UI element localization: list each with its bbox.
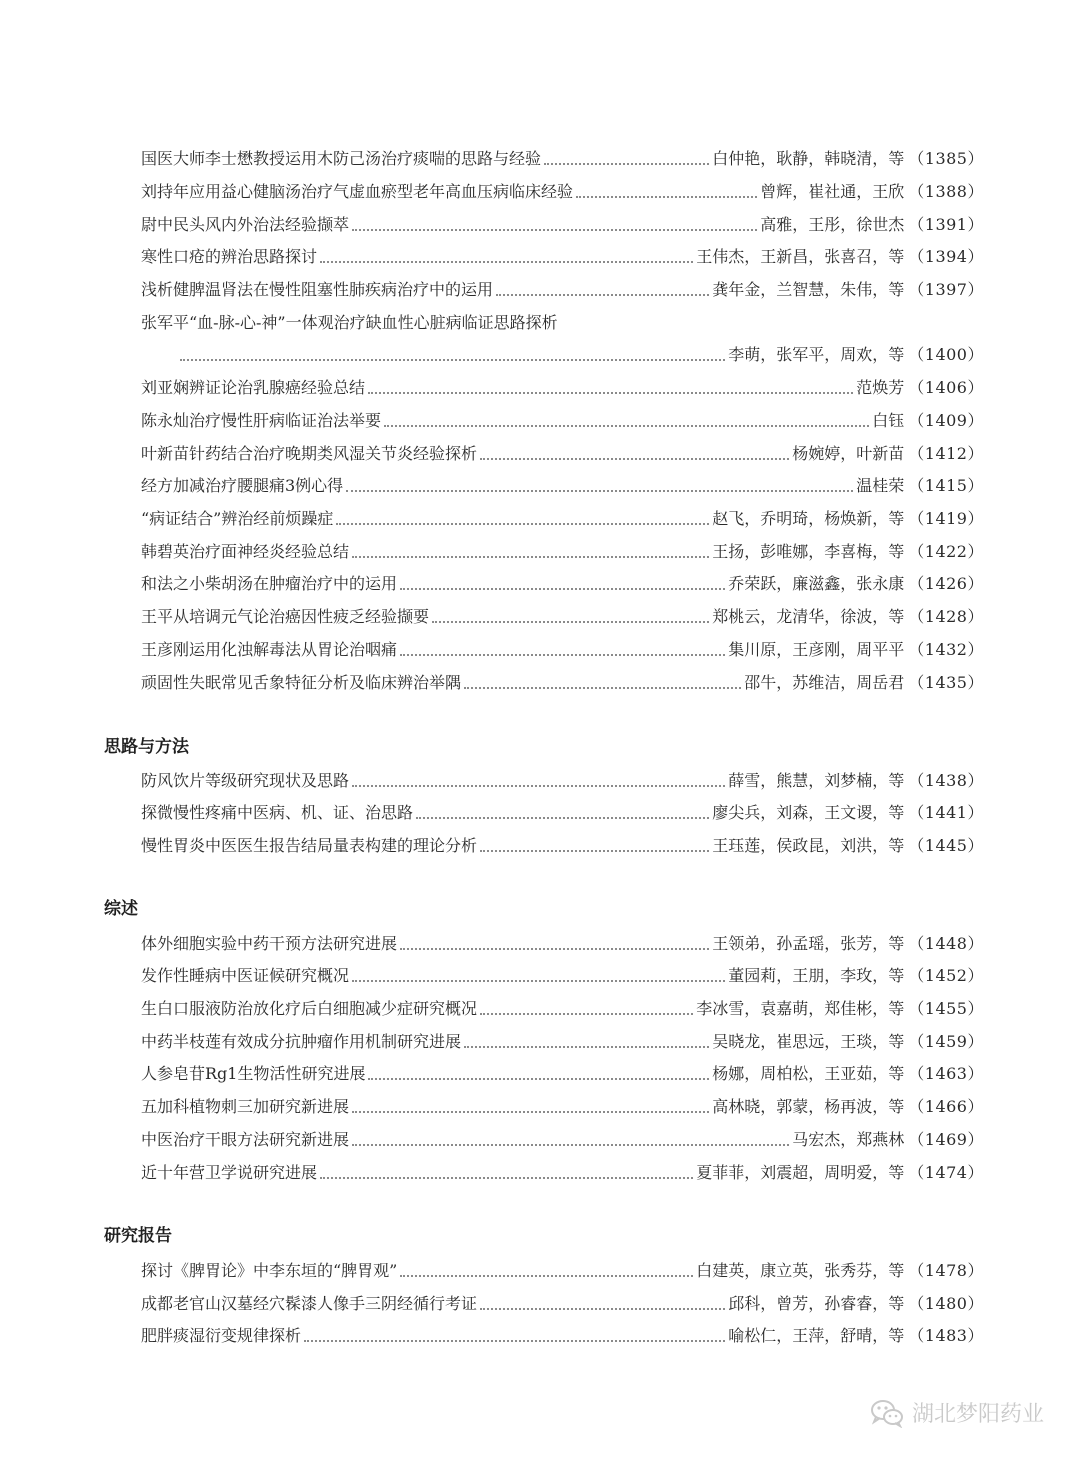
entry-authors: 薛雪，熊慧，刘梦楠，等 <box>728 771 905 790</box>
leader-dots <box>400 1274 693 1277</box>
leader-dots <box>352 228 757 231</box>
entry-authors: 白建英，康立英，张秀芬，等 <box>696 1261 905 1280</box>
watermark <box>870 1397 1044 1428</box>
toc-entry <box>141 146 984 170</box>
entry-authors: 乔荣跃，廉滋鑫，张永康 <box>728 574 905 593</box>
leader-dots <box>180 358 725 361</box>
wechat-icon <box>870 1398 904 1428</box>
toc-entry <box>141 1127 984 1151</box>
entry-page: （1474） <box>908 1163 984 1182</box>
toc-entry <box>141 1258 984 1282</box>
toc-entry <box>141 1160 984 1184</box>
entry-title: 体外细胞实验中药干预方法研究进展 <box>141 934 398 953</box>
entry-title: 叶新苗针药结合治疗晚期类风湿关节炎经验探析 <box>141 444 478 463</box>
toc-entry <box>141 800 984 824</box>
entry-title: 国医大师李士懋教授运用木防己汤治疗痰喘的思路与经验 <box>141 149 542 168</box>
entry-title: 近十年营卫学说研究进展 <box>141 1163 318 1182</box>
entry-title: 浅析健脾温肾法在慢性阻塞性肺疾病治疗中的运用 <box>141 280 494 299</box>
leader-dots <box>416 816 709 819</box>
leader-dots <box>304 1339 725 1342</box>
entry-title: 陈永灿治疗慢性肝病临证治法举要 <box>141 411 382 430</box>
toc-entry <box>141 1061 984 1085</box>
entry-authors: 董园莉，王朋，李玫，等 <box>728 966 905 985</box>
toc-entry <box>141 1029 984 1053</box>
entry-page: （1478） <box>908 1261 984 1280</box>
toc-entry <box>141 375 984 399</box>
entry-authors: 白钰 <box>872 411 905 430</box>
entry-authors: 集川原，王彦刚，周平平 <box>728 640 905 659</box>
entry-authors: 夏菲菲，刘震超，周明爱，等 <box>696 1163 905 1182</box>
leader-dots <box>432 620 709 623</box>
entry-authors: 温桂荣 <box>856 476 905 495</box>
toc-entry <box>141 310 984 334</box>
entry-page: （1480） <box>908 1294 984 1313</box>
entry-authors: 高雅，王彤，徐世杰 <box>760 215 905 234</box>
entry-title: 顽固性失眠常见舌象特征分析及临床辨治举隅 <box>141 673 462 692</box>
entry-title: 五加科植物刺三加研究新进展 <box>141 1097 350 1116</box>
entry-page: （1435） <box>908 673 984 692</box>
entry-page: （1483） <box>908 1326 984 1345</box>
entry-authors: 王珏莲，侯政昆，刘洪，等 <box>712 836 905 855</box>
entry-title: 寒性口疮的辨治思路探讨 <box>141 247 318 266</box>
entry-page: （1419） <box>908 509 984 528</box>
leader-dots <box>352 1110 709 1113</box>
entry-authors: 范焕芳 <box>856 378 905 397</box>
entry-page: （1448） <box>908 934 984 953</box>
leader-dots <box>480 849 709 852</box>
entry-title: 生白口服液防治放化疗后白细胞减少症研究概况 <box>141 999 478 1018</box>
toc-entry <box>141 212 984 236</box>
entry-title: 防风饮片等级研究现状及思路 <box>141 771 350 790</box>
toc-entry <box>141 931 984 955</box>
entry-page: （1406） <box>908 378 984 397</box>
leader-dots <box>352 979 725 982</box>
toc-entry <box>141 244 984 268</box>
toc-entry <box>141 1094 984 1118</box>
entry-page: （1469） <box>908 1130 984 1149</box>
toc-entry <box>141 670 984 694</box>
toc-entry-continuation <box>180 342 984 366</box>
entry-page: （1426） <box>908 574 984 593</box>
leader-dots <box>368 391 853 394</box>
entry-title: 张军平“血-脉-心-神”一体观治疗缺血性心脏病临证思路探析 <box>141 313 558 332</box>
leader-dots <box>384 424 869 427</box>
entry-authors: 杨娜，周柏松，王亚茹，等 <box>712 1064 905 1083</box>
entry-title: 中药半枝莲有效成分抗肿瘤作用机制研究进展 <box>141 1032 462 1051</box>
entry-authors: 赵飞，乔明琦，杨焕新，等 <box>712 509 905 528</box>
entry-authors: 王扬，彭唯娜，李喜梅，等 <box>712 542 905 561</box>
leader-dots <box>400 587 725 590</box>
entry-page: （1412） <box>908 444 984 463</box>
entry-page: （1432） <box>908 640 984 659</box>
entry-title: 韩碧英治疗面神经炎经验总结 <box>141 542 350 561</box>
entry-title: 成都老官山汉墓经穴髹漆人像手三阴经循行考证 <box>141 1294 478 1313</box>
entry-page: （1455） <box>908 999 984 1018</box>
entry-page: （1388） <box>908 182 984 201</box>
leader-dots <box>464 686 741 689</box>
entry-page: （1391） <box>908 215 984 234</box>
leader-dots <box>352 555 709 558</box>
toc-entry <box>141 996 984 1020</box>
entry-page: （1409） <box>908 411 984 430</box>
leader-dots <box>400 947 709 950</box>
entry-page: （1466） <box>908 1097 984 1116</box>
toc-entry <box>141 963 984 987</box>
leader-dots <box>400 653 725 656</box>
toc-entry <box>141 1323 984 1347</box>
entry-authors: 曾辉，崔社通，王欣 <box>760 182 905 201</box>
toc-entry <box>141 637 984 661</box>
entry-page: （1438） <box>908 771 984 790</box>
entry-authors: 吴晓龙，崔思远，王琰，等 <box>712 1032 905 1051</box>
toc-entry <box>141 441 984 465</box>
leader-dots <box>346 489 853 492</box>
entry-authors: 马宏杰，郑燕林 <box>792 1130 905 1149</box>
entry-title: 刘亚娴辨证论治乳腺癌经验总结 <box>141 378 366 397</box>
toc-entry <box>141 506 984 530</box>
leader-dots <box>496 293 709 296</box>
entry-page: （1463） <box>908 1064 984 1083</box>
entry-title: 中医治疗干眼方法研究新进展 <box>141 1130 350 1149</box>
entry-page: （1452） <box>908 966 984 985</box>
leader-dots <box>576 195 757 198</box>
toc-entry <box>141 473 984 497</box>
section-heading: 研究报告 <box>104 1226 172 1246</box>
leader-dots <box>480 1307 725 1310</box>
entry-authors: 杨婉婷，叶新苗 <box>792 444 905 463</box>
leader-dots <box>464 1045 709 1048</box>
leader-dots <box>336 522 709 525</box>
toc-entry <box>141 768 984 792</box>
entry-page: （1397） <box>908 280 984 299</box>
entry-title: 肥胖痰湿衍变规律探析 <box>141 1326 302 1345</box>
entry-page: （1400） <box>908 345 984 364</box>
toc-entry <box>141 604 984 628</box>
entry-authors: 邵牛，苏维洁，周岳君 <box>744 673 905 692</box>
entry-title: 王彦刚运用化浊解毒法从胃论治咽痛 <box>141 640 398 659</box>
entry-page: （1441） <box>908 803 984 822</box>
toc-entry <box>141 571 984 595</box>
leader-dots <box>352 1143 789 1146</box>
entry-authors: 白仲艳，耿静，韩晓清，等 <box>712 149 905 168</box>
toc-entry <box>141 408 984 432</box>
leader-dots <box>480 1012 693 1015</box>
entry-title: 发作性睡病中医证候研究概况 <box>141 966 350 985</box>
watermark-text: 湖北梦阳药业 <box>911 1402 1044 1427</box>
toc-entry <box>141 1291 984 1315</box>
entry-title: 人参皂苷Rg1生物活性研究进展 <box>141 1064 366 1083</box>
entry-page: （1459） <box>908 1032 984 1051</box>
entry-title: 慢性胃炎中医医生报告结局量表构建的理论分析 <box>141 836 478 855</box>
entry-page: （1415） <box>908 476 984 495</box>
section-heading: 综述 <box>104 899 138 919</box>
toc-entry <box>141 179 984 203</box>
entry-authors: 王伟杰，王新昌，张喜召，等 <box>696 247 905 266</box>
entry-page: （1394） <box>908 247 984 266</box>
entry-authors: 李萌，张军平，周欢，等 <box>728 345 905 364</box>
entry-title: 王平从培调元气论治癌因性疲乏经验撷要 <box>141 607 430 626</box>
entry-page: （1428） <box>908 607 984 626</box>
leader-dots <box>480 457 789 460</box>
entry-authors: 高林晓，郭蒙，杨再波，等 <box>712 1097 905 1116</box>
entry-authors: 廖尖兵，刘森，王文谡，等 <box>712 803 905 822</box>
toc-entry <box>141 539 984 563</box>
entry-authors: 郑桃云，龙清华，徐波，等 <box>712 607 905 626</box>
entry-authors: 王领弟，孙孟瑶，张芳，等 <box>712 934 905 953</box>
leader-dots <box>544 162 709 165</box>
entry-authors: 喻松仁，王萍，舒晴，等 <box>728 1326 905 1345</box>
entry-authors: 邱科，曾芳，孙睿睿，等 <box>728 1294 905 1313</box>
entry-page: （1385） <box>908 149 984 168</box>
entry-title: 和法之小柴胡汤在肿瘤治疗中的运用 <box>141 574 398 593</box>
entry-page: （1445） <box>908 836 984 855</box>
entry-title: 探讨《脾胃论》中李东垣的“脾胃观” <box>141 1261 398 1280</box>
entry-page: （1422） <box>908 542 984 561</box>
toc-entry <box>141 833 984 857</box>
toc-entry <box>141 277 984 301</box>
entry-title: 刘持年应用益心健脑汤治疗气虚血瘀型老年高血压病临床经验 <box>141 182 574 201</box>
leader-dots <box>320 1176 693 1179</box>
entry-title: “病证结合”辨治经前烦躁症 <box>141 509 334 528</box>
leader-dots <box>368 1077 709 1080</box>
leader-dots <box>352 784 725 787</box>
entry-title: 经方加减治疗腰腿痛3例心得 <box>141 476 344 495</box>
entry-authors: 龚年金，兰智慧，朱伟，等 <box>712 280 905 299</box>
section-heading: 思路与方法 <box>104 737 189 757</box>
entry-title: 尉中民头风内外治法经验撷萃 <box>141 215 350 234</box>
entry-authors: 李冰雪，袁嘉萌，郑佳彬，等 <box>696 999 905 1018</box>
entry-title: 探微慢性疼痛中医病、机、证、治思路 <box>141 803 414 822</box>
leader-dots <box>320 260 693 263</box>
